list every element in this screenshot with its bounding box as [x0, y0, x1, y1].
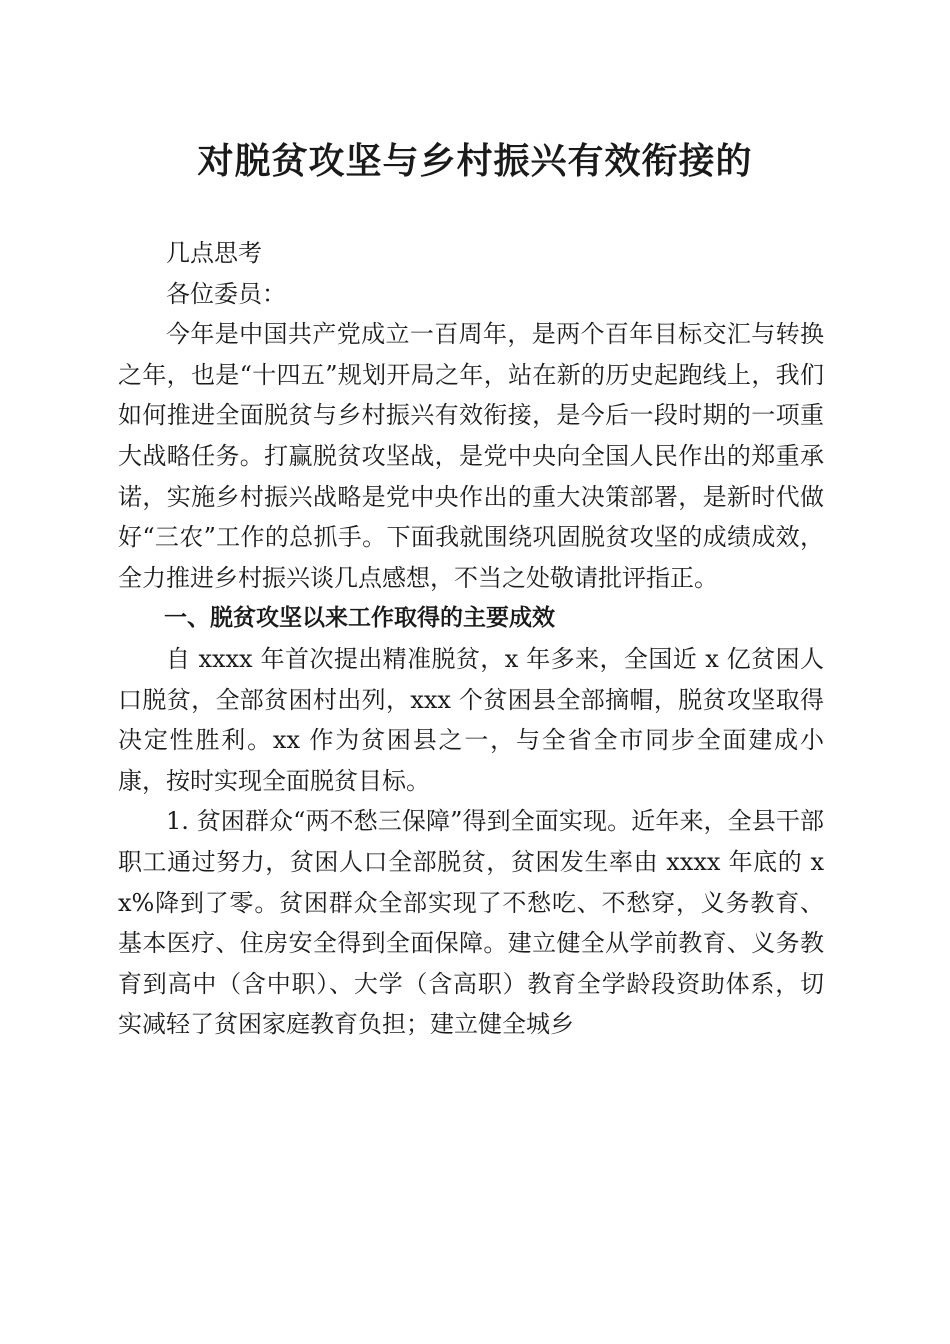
section-paragraph: 1. 贫困群众“两不愁三保障”得到全面实现。近年来，全县干部职工通过努力，贫困人口全部脱贫，贫困发生率由 xxxx 年底的 xx%降到了零。贫困群众全部实现了不愁吃、不愁穿，义务教育、基本医疗、住房安全得到全面保障。建立健全从学前教育、义务教育到高中（含中职）、大学（含高职）教育全学龄段资助体系，切实减轻了贫困家庭教育负担；建立健全城乡: [118, 807, 824, 1039]
document-title: 对脱贫攻坚与乡村振兴有效衔接的: [197, 140, 753, 182]
intro-paragraph: 今年是中国共产党成立一百周年，是两个百年目标交汇与转换之年，也是“十四五”规划开局之年，站在新的历史起跑线上，我们如何推进全面脱贫与乡村振兴有效衔接，是今后一段时期的一项重大战略任务。打赢脱贫攻坚战，是党中央向全国人民作出的郑重承诺，实施乡村振兴战略是党中央作出的重大决策部署，是新时代做好“三农”工作的总抓手。下面我就围绕巩固脱贫攻坚的成绩成效，全力推进乡村振兴谈几点感想，不当之处敬请批评指正。: [118, 320, 824, 592]
section-paragraph: 自 xxxx 年首次提出精准脱贫，x 年多来，全国近 x 亿贫困人口脱贫，全部贫困村出列，xxx 个贫困县全部摘帽，脱贫攻坚取得决定性胜利。xx 作为贫困县之一，与全省全市同步全面建成小康，按时实现全面脱贫目标。: [118, 644, 824, 795]
salutation: 各位委员：: [166, 279, 286, 308]
document-body: [118, 233, 824, 1045]
section-heading: 一、脱贫攻坚以来工作取得的主要成效: [164, 605, 555, 632]
document-subtitle: 几点思考: [166, 239, 262, 267]
